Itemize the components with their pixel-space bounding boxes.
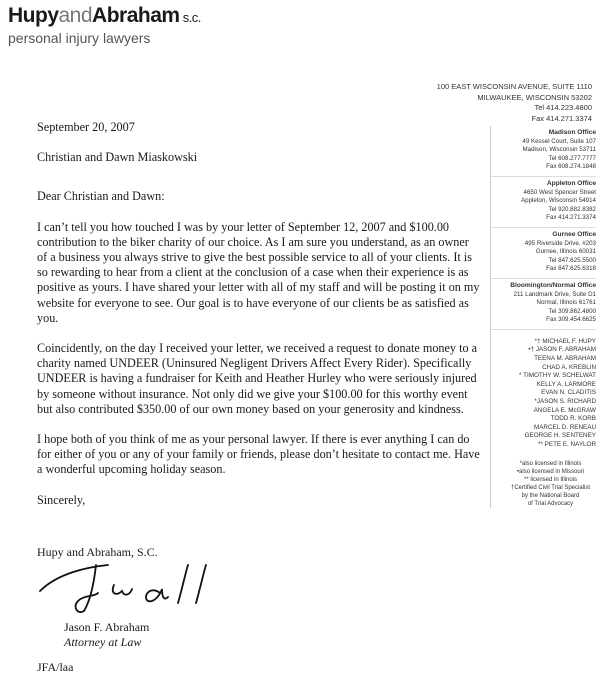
attorney-name: * TIMOTHY W. SCHELWAT	[519, 372, 596, 380]
office-line: Normal, Illinois 61761	[536, 299, 596, 307]
signature-block	[64, 620, 149, 650]
office-name: Madison Office	[548, 129, 596, 136]
footnote: †Certified Civil Trial Specialist	[510, 484, 591, 491]
signer-title: Attorney at Law	[64, 635, 142, 649]
office-line: Tel 920.882.8382	[548, 205, 596, 213]
letter-body	[37, 120, 482, 523]
brand-suffix: s.c.	[179, 10, 201, 25]
brand-and: and	[58, 4, 93, 27]
attorney-name: ** PETE E. NAYLOR	[538, 441, 596, 448]
firm-tagline: personal injury lawyers	[8, 30, 151, 46]
letter-paragraph: Coincidently, on the day I received your letter, we received a request to donate money to a charity named UNDEER (Uninsured Negligent Drivers Affect Every Rider). Specifically UNDEER is having a fundraiser for Keith and Heather Hurley who were seriously injured by someone without insurance. Not only did we give your $100.00 for this worthy event but also contributed $350.00 of our own money based on your generosity and kindness.	[37, 341, 478, 416]
footnote: *also licensed in Illinois	[519, 460, 582, 467]
office-block-madison	[491, 126, 596, 177]
office-line: Fax 414.271.3374	[546, 214, 596, 222]
office-line: 49 Kessel Court, Suite 107	[522, 137, 596, 145]
office-line: Tel 309.862.4800	[548, 307, 596, 315]
letterhead-sidebar	[490, 126, 596, 508]
attorney-list	[491, 338, 596, 450]
office-line: Appleton, Wisconsin 54914	[521, 197, 596, 205]
firm-wordmark	[8, 4, 201, 30]
office-line: 4650 West Spencer Street	[523, 188, 596, 196]
main-office-street: 100 EAST WISCONSIN AVENUE, SUITE 1110	[436, 82, 592, 91]
main-office-address	[437, 82, 592, 124]
letterhead-logo	[8, 4, 201, 46]
office-line: Fax 847.625.6318	[546, 265, 596, 273]
attorney-name: GEORGE H. SENTENEY	[524, 432, 596, 440]
office-line: Fax 608.274.1848	[546, 163, 596, 171]
office-name: Bloomington/Normal Office	[510, 281, 596, 289]
office-block-gurnee	[491, 228, 596, 279]
attorney-name: EVAN N. CLADITIS	[541, 389, 596, 397]
brand-part-2: Abraham	[92, 4, 180, 27]
office-line: Fax 309.454.6625	[546, 316, 596, 324]
footnote: by the National Board	[521, 492, 580, 499]
letter-recipient: Christian and Dawn Miaskowski	[37, 150, 198, 165]
footnote: ** licensed in Illinois	[523, 476, 578, 483]
main-office-fax: Fax 414.271.3374	[531, 113, 592, 123]
office-line: Gurnee, Illinois 60031	[535, 248, 596, 256]
main-office-tel: Tel 414.223.4800	[534, 103, 592, 112]
letter-salutation: Dear Christian and Dawn:	[37, 189, 165, 204]
footnote: of Trial Advocacy	[527, 500, 574, 507]
attorney-name: ANGELA E. McGRAW	[533, 406, 596, 414]
handwritten-signature	[38, 563, 218, 613]
office-line: Tel 847.625.5500	[548, 256, 596, 264]
attorney-name: *† MICHAEL F. HUPY	[534, 337, 596, 345]
office-line: Tel 608.277.7777	[548, 154, 596, 162]
footnotes	[491, 460, 596, 508]
letter-date: September 20, 2007	[37, 120, 135, 134]
attorney-name: MARCEL D. RENEAU	[533, 423, 596, 431]
office-line: Madison, Wisconsin 53711	[522, 146, 596, 154]
signer-name: Jason F. Abraham	[64, 620, 150, 634]
office-name: Gurnee Office	[552, 230, 596, 238]
office-name: Appleton Office	[546, 179, 596, 187]
office-line: 495 Riverside Drive, #203	[524, 239, 596, 247]
attorney-name: *JASON S. RICHARD	[534, 398, 596, 406]
attorney-name: CHAD A. KREBLIN	[542, 363, 596, 371]
office-line: 211 Landmark Drive, Suite D1	[513, 290, 596, 298]
letter-paragraph: I hope both of you think of me as your personal lawyer. If there is ever anything I can do for either of you or any of your family or friends, please don’t hesitate to contact me. Have a wonderful upcoming holiday season.	[37, 432, 480, 477]
footnote: •also licensed in Missouri	[516, 468, 585, 475]
attorney-name: KELLY A. LARMORE	[536, 380, 596, 388]
brand-part-1: Hupy	[8, 4, 59, 27]
attorney-name: TODD R. KORB	[550, 415, 596, 423]
typist-initials: JFA/laa	[37, 660, 74, 674]
main-office-city: MILWAUKEE, WISCONSIN 53202	[477, 92, 592, 102]
attorney-name: TEENA M. ABRAHAM	[534, 355, 596, 363]
letter-closing: Sincerely,	[37, 492, 86, 507]
letter-paragraph: I can’t tell you how touched I was by your letter of September 12, 2007 and $100.00 contribution to the biker charity of our choice. As I am sure you understand, as an owner of a business you always strive to give the best possible service to all of your clients. It is so rewarding to hear from a client at the conclusion of a case when their experience is as positive as yours. I have shared your letter with all of my staff and will be posting it on my website for everyone to see. Our goal is to have everyone of our clients be as satisfied as you.	[37, 219, 480, 325]
office-block-appleton	[491, 177, 596, 228]
attorney-name: •† JASON F. ABRAHAM	[528, 346, 596, 354]
office-block-bloomington	[491, 279, 596, 330]
letter-firm-name: Hupy and Abraham, S.C.	[37, 545, 158, 559]
